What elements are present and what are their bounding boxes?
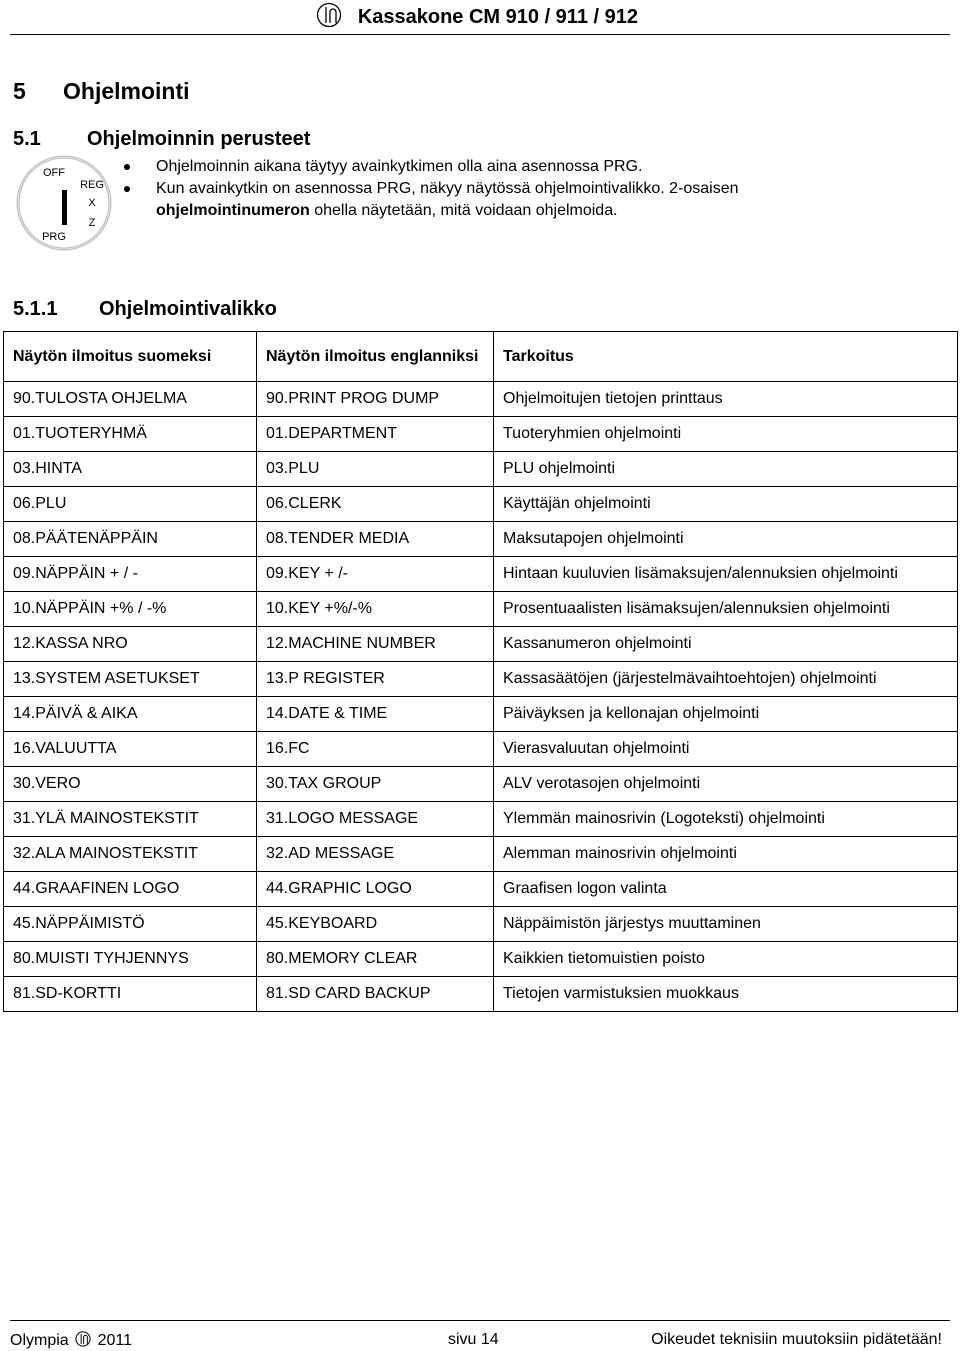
- table-row: [4, 977, 958, 1012]
- subsection-number: 5.1: [13, 128, 41, 150]
- bullet-list: [124, 156, 844, 222]
- table-row: [4, 837, 958, 872]
- table-row: [4, 382, 958, 417]
- table-row: [4, 417, 958, 452]
- cell-english: 01.DEPARTMENT: [257, 417, 494, 452]
- cell-finnish: 13.SYSTEM ASETUKSET: [4, 662, 257, 697]
- cell-english: 80.MEMORY CLEAR: [257, 942, 494, 977]
- table-row: [4, 942, 958, 977]
- cell-finnish: 45.NÄPPÄIMISTÖ: [4, 907, 257, 942]
- footer-brand: Olympia: [10, 1332, 69, 1349]
- footer-rights: Oikeudet teknisiin muutoksiin pidätetään!: [651, 1331, 942, 1348]
- cell-english: 45.KEYBOARD: [257, 907, 494, 942]
- footer-copyright: [10, 1331, 132, 1350]
- cell-english: 13.P REGISTER: [257, 662, 494, 697]
- table-row: [4, 627, 958, 662]
- table-row: [4, 802, 958, 837]
- subsubsection-heading: [13, 298, 277, 321]
- header-divider: [10, 34, 950, 35]
- subsubsection-number: 5.1.1: [13, 298, 58, 320]
- cell-purpose: Prosentuaalisten lisämaksujen/alennuksien ohjelmointi: [494, 592, 958, 627]
- footer-page-number: sivu 14: [448, 1331, 499, 1348]
- cell-purpose: Alemman mainosrivin ohjelmointi: [494, 837, 958, 872]
- key-switch-icon: [16, 152, 116, 252]
- cell-purpose: Ylemmän mainosrivin (Logoteksti) ohjelmointi: [494, 802, 958, 837]
- table-row: [4, 452, 958, 487]
- section-number: 5: [13, 78, 26, 104]
- cell-finnish: 03.HINTA: [4, 452, 257, 487]
- cell-english: 10.KEY +%/-%: [257, 592, 494, 627]
- cell-finnish: 06.PLU: [4, 487, 257, 522]
- cell-finnish: 14.PÄIVÄ & AIKA: [4, 697, 257, 732]
- bullet-text: [156, 180, 739, 219]
- cell-english: 14.DATE & TIME: [257, 697, 494, 732]
- cell-finnish: 12.KASSA NRO: [4, 627, 257, 662]
- table-row: [4, 557, 958, 592]
- cell-english: 32.AD MESSAGE: [257, 837, 494, 872]
- cell-english: 03.PLU: [257, 452, 494, 487]
- cell-purpose: Kaikkien tietomuistien poisto: [494, 942, 958, 977]
- table-row: [4, 907, 958, 942]
- cell-purpose: Näppäimistön järjestys muuttaminen: [494, 907, 958, 942]
- table-row: [4, 732, 958, 767]
- olympia-logo-icon: [316, 2, 342, 28]
- cell-purpose: Vierasvaluutan ohjelmointi: [494, 732, 958, 767]
- cell-purpose: Maksutapojen ohjelmointi: [494, 522, 958, 557]
- programming-menu-table: [3, 331, 958, 1012]
- document-title: Kassakone CM 910 / 911 / 912: [357, 6, 638, 28]
- cell-finnish: 16.VALUUTTA: [4, 732, 257, 767]
- cell-purpose: Kassanumeron ohjelmointi: [494, 627, 958, 662]
- footer-year: 2011: [97, 1332, 132, 1349]
- cell-finnish: 90.TULOSTA OHJELMA: [4, 382, 257, 417]
- cell-finnish: 30.VERO: [4, 767, 257, 802]
- keyswitch-prg-label: PRG: [42, 231, 66, 243]
- keyswitch-z-label: Z: [88, 217, 96, 229]
- cell-finnish: 10.NÄPPÄIN +% / -%: [4, 592, 257, 627]
- olympia-logo-icon: [75, 1331, 91, 1347]
- cell-finnish: 01.TUOTERYHMÄ: [4, 417, 257, 452]
- column-header-finnish: Näytön ilmoitus suomeksi: [4, 332, 257, 382]
- subsection-title: Ohjelmoinnin perusteet: [87, 128, 311, 150]
- list-item: [124, 178, 844, 222]
- table-row: [4, 662, 958, 697]
- cell-purpose: Päiväyksen ja kellonajan ohjelmointi: [494, 697, 958, 732]
- cell-finnish: 32.ALA MAINOSTEKSTIT: [4, 837, 257, 872]
- table-row: [4, 522, 958, 557]
- subsection-heading: [13, 128, 310, 151]
- cell-purpose: Hintaan kuuluvien lisämaksujen/alennuksien ohjelmointi: [494, 557, 958, 592]
- cell-purpose: Tuoteryhmien ohjelmointi: [494, 417, 958, 452]
- cell-english: 09.KEY + /-: [257, 557, 494, 592]
- keyswitch-off-label: OFF: [43, 167, 65, 179]
- bullet-text: Ohjelmoinnin aikana täytyy avainkytkimen olla aina asennossa PRG.: [156, 158, 643, 175]
- table-row: [4, 872, 958, 907]
- cell-english: 12.MACHINE NUMBER: [257, 627, 494, 662]
- column-header-english: Näytön ilmoitus englanniksi: [257, 332, 494, 382]
- section-title: Ohjelmointi: [63, 78, 190, 104]
- bullet-icon: [124, 186, 130, 192]
- bullet-text-bold: ohjelmointinumeron: [156, 202, 310, 219]
- cell-english: 16.FC: [257, 732, 494, 767]
- cell-finnish: 31.YLÄ MAINOSTEKSTIT: [4, 802, 257, 837]
- cell-purpose: PLU ohjelmointi: [494, 452, 958, 487]
- cell-english: 44.GRAPHIC LOGO: [257, 872, 494, 907]
- bullet-text-part: ohella näytetään, mitä voidaan ohjelmoida.: [309, 202, 618, 219]
- keyswitch-reg-label: REG: [80, 179, 104, 191]
- cell-purpose: Kassasäätöjen (järjestelmävaihtoehtojen) ohjelmointi: [494, 662, 958, 697]
- bullet-text-part: Kun avainkytkin on asennossa PRG, näkyy näytössä ohjelmointivalikko. 2-osaisen: [156, 180, 739, 197]
- cell-purpose: Tietojen varmistuksien muokkaus: [494, 977, 958, 1012]
- cell-finnish: 44.GRAAFINEN LOGO: [4, 872, 257, 907]
- cell-finnish: 81.SD-KORTTI: [4, 977, 257, 1012]
- cell-english: 90.PRINT PROG DUMP: [257, 382, 494, 417]
- cell-purpose: Graafisen logon valinta: [494, 872, 958, 907]
- cell-finnish: 09.NÄPPÄIN + / -: [4, 557, 257, 592]
- table-row: [4, 697, 958, 732]
- cell-finnish: 80.MUISTI TYHJENNYS: [4, 942, 257, 977]
- cell-english: 08.TENDER MEDIA: [257, 522, 494, 557]
- section-heading: [13, 78, 190, 105]
- table-header-row: [4, 332, 958, 382]
- footer-divider: [10, 1320, 950, 1321]
- cell-finnish: 08.PÄÄTENÄPPÄIN: [4, 522, 257, 557]
- table-row: [4, 487, 958, 522]
- cell-purpose: Ohjelmoitujen tietojen printtaus: [494, 382, 958, 417]
- cell-english: 06.CLERK: [257, 487, 494, 522]
- keyswitch-x-label: X: [88, 197, 96, 209]
- cell-english: 31.LOGO MESSAGE: [257, 802, 494, 837]
- page-header: [0, 0, 960, 36]
- cell-english: 30.TAX GROUP: [257, 767, 494, 802]
- subsubsection-title: Ohjelmointivalikko: [99, 298, 277, 320]
- list-item: [124, 156, 844, 178]
- cell-english: 81.SD CARD BACKUP: [257, 977, 494, 1012]
- table-row: [4, 592, 958, 627]
- table-row: [4, 767, 958, 802]
- cell-purpose: ALV verotasojen ohjelmointi: [494, 767, 958, 802]
- cell-purpose: Käyttäjän ohjelmointi: [494, 487, 958, 522]
- column-header-purpose: Tarkoitus: [494, 332, 958, 382]
- bullet-icon: [124, 164, 130, 170]
